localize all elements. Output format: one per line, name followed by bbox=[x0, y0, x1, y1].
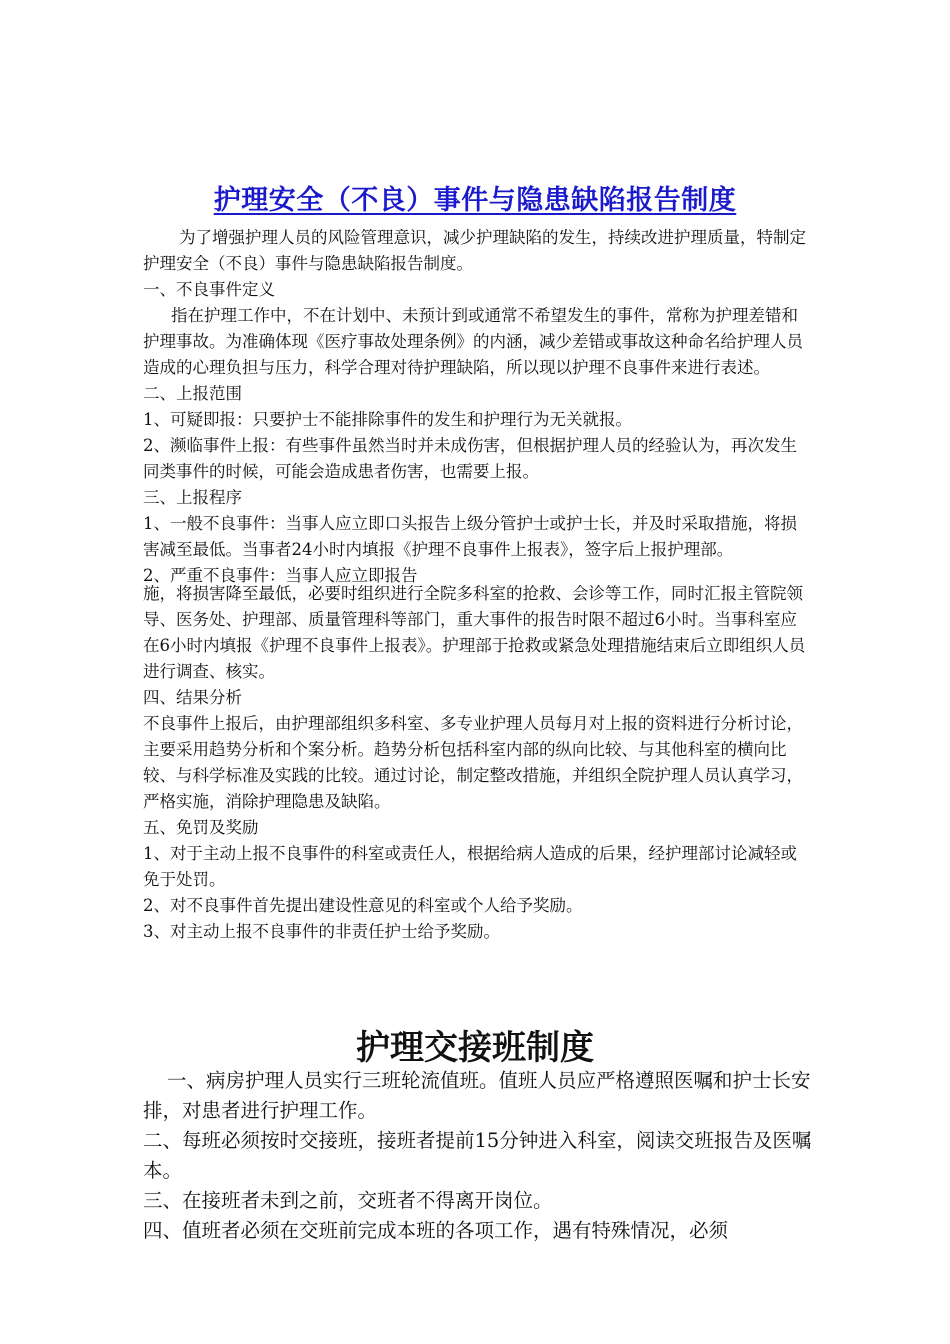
definition-paragraph: 指在护理工作中，不在计划中、未预计到或通常不希望发生的事件，常称为护理差错和护理事故。为准确体现《医疗事故处理条例》的内涵，减少差错或事故这种命名给护理人员造成的心理负担与压力，科学合理对待护理缺陷，所以现以护理不良事件来进行表述。 bbox=[143, 306, 803, 377]
section-heading: 四、结果分析 bbox=[143, 688, 242, 707]
section-heading: 一、不良事件定义 bbox=[143, 280, 275, 299]
list-item: 四、值班者必须在交班前完成本班的各项工作，遇有特殊情况，必须 bbox=[143, 1219, 729, 1242]
document-title-2: 护理交接班制度 bbox=[356, 1028, 594, 1068]
list-item: 3、对主动上报不良事件的非责任护士给予奖励。 bbox=[143, 922, 500, 941]
list-item: 1、一般不良事件：当事人应立即口头报告上级分管护士或护士长，并及时采取措施，将损害减至最低。当事者24小时内填报《护理不良事件上报表》，签字后上报护理部。 bbox=[143, 514, 797, 559]
list-item: 2、严重不良事件：当事人应立即报告 bbox=[143, 566, 418, 585]
list-item: 一、病房护理人员实行三班轮流值班。值班人员应严格遵照医嘱和护士长安排，对患者进行护理工作。 bbox=[143, 1069, 811, 1122]
list-item: 三、在接班者未到之前，交班者不得离开岗位。 bbox=[143, 1189, 553, 1212]
section-heading: 三、上报程序 bbox=[143, 488, 242, 507]
list-item-continued: 施，将损害降至最低，必要时组织进行全院多科室的抢救、会诊等工作，同时汇报主管院领导、医务处、护理部、质量管理科等部门，重大事件的报告时限不超过6小时。当事科室应在6小时内填报《护理不良事件上报表》。护理部于抢救或紧急处理措施结束后立即组织人员进行调查、核实。 bbox=[143, 584, 806, 681]
intro-paragraph: 为了增强护理人员的风险管理意识，减少护理缺陷的发生，持续改进护理质量，特制定护理安全（不良）事件与隐患缺陷报告制度。 bbox=[143, 228, 806, 273]
section-body bbox=[143, 225, 811, 945]
document-title: 护理安全（不良）事件与隐患缺陷报告制度 bbox=[213, 185, 737, 216]
section-heading: 二、上报范围 bbox=[143, 384, 242, 403]
list-item: 2、对不良事件首先提出建设性意见的科室或个人给予奖励。 bbox=[143, 896, 583, 915]
list-item: 二、每班必须按时交接班，接班者提前15分钟进入科室，阅读交班报告及医嘱本。 bbox=[143, 1129, 812, 1182]
list-item: 2、濒临事件上报：有些事件虽然当时并未成伤害，但根据护理人员的经验认为，再次发生同类事件的时候，可能会造成患者伤害，也需要上报。 bbox=[143, 436, 797, 481]
list-item: 1、对于主动上报不良事件的科室或责任人，根据给病人造成的后果，经护理部讨论减轻或免于处罚。 bbox=[143, 844, 797, 889]
section-body-2 bbox=[143, 1066, 813, 1246]
list-item: 1、可疑即报：只要护士不能排除事件的发生和护理行为无关就报。 bbox=[143, 410, 632, 429]
analysis-paragraph: 不良事件上报后，由护理部组织多科室、多专业护理人员每月对上报的资料进行分析讨论，主要采用趋势分析和个案分析。趋势分析包括科室内部的纵向比较、与其他科室的横向比较、与科学标准及实践的比较。通过讨论，制定整改措施，并组织全院护理人员认真学习，严格实施，消除护理隐患及缺陷。 bbox=[143, 714, 803, 811]
section-heading: 五、免罚及奖励 bbox=[143, 818, 259, 837]
